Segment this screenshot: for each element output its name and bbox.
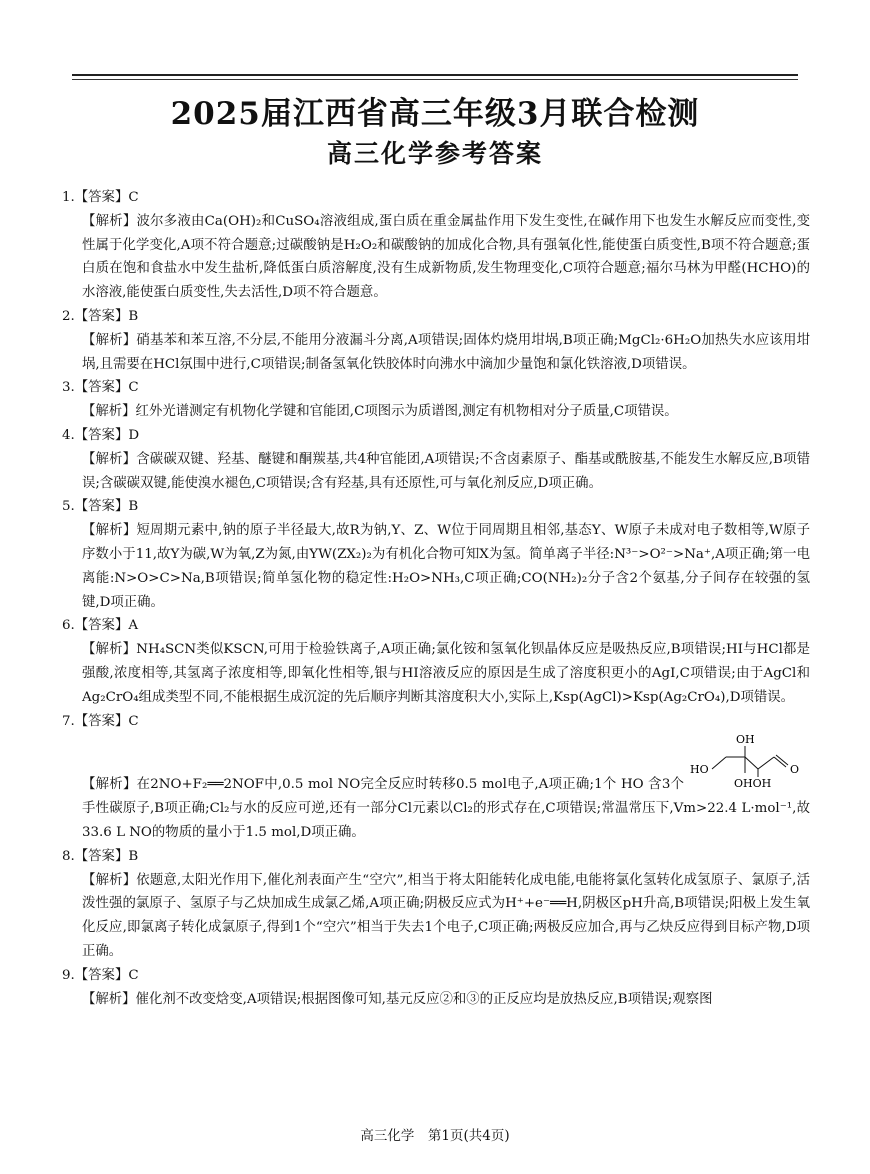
molecule-structure-icon (690, 733, 810, 791)
explanation-3: 【解析】红外光谱测定有机物化学键和官能团,C项图示为质谱图,测定有机物相对分子质量,C项错误。 (82, 404, 678, 420)
page-subtitle: 高三化学参考答案 (326, 139, 543, 168)
explanation-9: 【解析】催化剂不改变焓变,A项错误;根据图像可知,基元反应②和③的正反应均是放热反应,B项错误;观察图 (82, 991, 713, 1007)
mol-ho-left: HO (690, 763, 709, 777)
answer-line-1: 1.【答案】C (62, 190, 139, 205)
mol-oh-top: OH (736, 733, 755, 747)
answer-line-5: 5.【答案】B (62, 499, 139, 515)
answer-line-4: 4.【答案】D (62, 427, 140, 443)
answer-line-8: 8.【答案】B (62, 848, 139, 864)
answer-line-3: 3.【答案】C (62, 380, 139, 396)
answer-line-9: 9.【答案】C (62, 967, 139, 983)
explanation-2: 【解析】硝基苯和苯互溶,不分层,不能用分液漏斗分离,A项错误;固体灼烧用坩埚,B项正确;MgCl₂·6H₂O加热失水应该用坩埚,且需要在HCl氛围中进行,C项错误;制备氢氧化铁胶体时向沸水中滴加少量饱和氯化铁溶液,D项错误。 (82, 332, 810, 372)
page-footer: 高三化学 第1页(共4页) (360, 1128, 510, 1144)
explanation-1: 【解析】波尔多液由Ca(OH)₂和CuSO₄溶液组成,蛋白质在重金属盐作用下发生变性,在碱作用下也发生水解反应而变性,变性属于化学变化,A项不符合题意;过碳酸钠是H₂O₂和碳酸钠的加成化合物,具有强氧化性,能使蛋白质变性,B项不符合题意;蛋白质在饱和食盐水中发生盐析,降低蛋白质溶解度,没有生成新物质,发生物理变化,C项符合题意;福尔马林为甲醛(HCHO)的水溶液,能使蛋白质变性,失去活性,D项不符合题意。 (82, 213, 810, 301)
explanation-5: 【解析】短周期元素中,钠的原子半径最大,故R为钠,Y、Z、W位于同周期且相邻,基态Y、W原子未成对电子数相等,W原子序数小于11,故Y为碳,W为氧,Z为氮,由YW(ZX₂)₂为有机化合物可知X为氢。简单离子半径:N³⁻>O²⁻>Na⁺,A项正确;第一电离能:N>O>C>Na,B项错误;简单氢化物的稳定性:H₂O>NH₃,C项正确;CO(NH₂)₂分子含2个氨基,分子间存在较强的氢键,D项正确。 (82, 523, 810, 610)
top-rule (72, 74, 798, 76)
answer-line-7: 7.【答案】C (62, 713, 139, 729)
explanation-7: 【解析】在2NO+F₂══2NOF中,0.5 mol NO完全反应时转移0.5 mol电子,A项正确;1个 HO 含3个手性碳原子,B项正确;Cl₂与水的反应可逆,还有一部分Cl元素以Cl₂的形式存在,C项错误;常温常压下,Vm>22.4 L·mol⁻¹,故33.6 L NO的物质的量小于1.5 mol,D项正确。 (82, 777, 810, 840)
explanation-7-wrap (62, 733, 810, 844)
top-rule-thin (72, 79, 798, 80)
answer-list (62, 186, 810, 1011)
answer-line-2: 2.【答案】B (62, 308, 139, 324)
explanation-6: 【解析】NH₄SCN类似KSCN,可用于检验铁离子,A项正确;氯化铵和氢氧化钡晶体反应是吸热反应,B项错误;HI与HCl都是强酸,浓度相等,其氢离子浓度相等,即氧化性相等,银与HI溶液反应的原因是生成了溶度积更小的AgI,C项错误;由于AgCl和Ag₂CrO₄组成类型不同,不能根据生成沉淀的先后顺序判断其溶度积大小,实际上,Ksp(AgCl)>Ksp(Ag₂CrO₄),D项错误。 (82, 642, 810, 705)
explanation-8: 【解析】依题意,太阳光作用下,催化剂表面产生“空穴”,相当于将太阳能转化成电能,电能将氯化氢转化成氢原子、氯原子,活泼性强的氯原子、氢原子与乙炔加成生成氯乙烯,A项正确;阴极反应式为H⁺+e⁻══H,阴极区pH升高,B项错误;阳极上发生氧化反应,即氯离子转化成氯原子,得到1个“空穴”相当于失去1个电子,C项正确;两极反应加合,再与乙炔反应得到目标产物,D项正确。 (82, 872, 810, 959)
mol-ohoh: OHOH (734, 777, 772, 791)
mol-o-right: O (790, 763, 800, 777)
answer-line-6: 6.【答案】A (62, 618, 139, 634)
page-title: 2025届江西省高三年级3月联合检测 (170, 96, 700, 132)
explanation-4: 【解析】含碳碳双键、羟基、醚键和酮羰基,共4种官能团,A项错误;不含卤素原子、酯基或酰胺基,不能发生水解反应,B项错误;含碳碳双键,能使溴水褪色,C项错误;含有羟基,具有还原性,可与氧化剂反应,D项正确。 (82, 451, 810, 491)
